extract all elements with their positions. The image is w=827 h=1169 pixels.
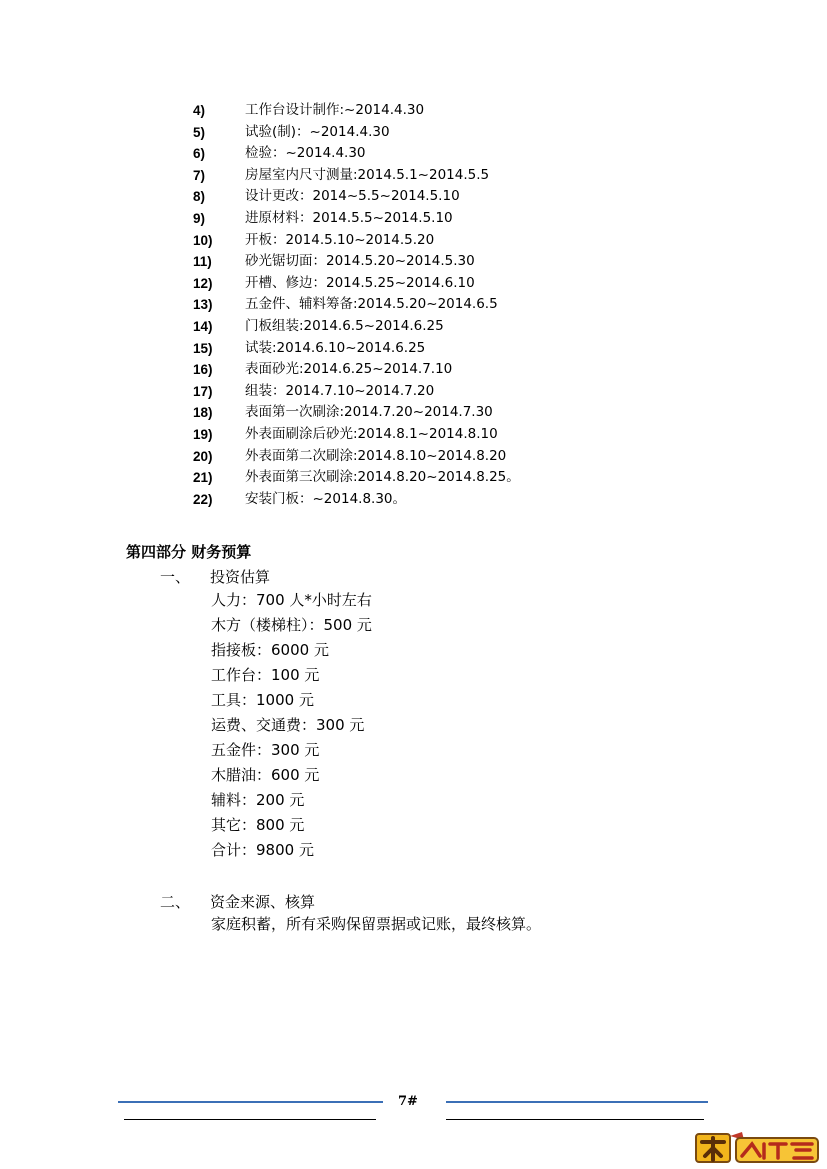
schedule-item-number: 17) — [193, 383, 213, 399]
budget-item: 合计：9800 元 — [211, 841, 314, 859]
schedule-item-number: 21) — [193, 470, 213, 486]
part1-mark: 一、 — [160, 568, 191, 586]
schedule-item-number: 10) — [193, 232, 213, 248]
schedule-item-text: 表面第一次刷涂:2014.7.20~2014.7.30 — [245, 404, 493, 421]
schedule-item-text: 设计更改：2014~5.5~2014.5.10 — [245, 188, 460, 205]
schedule-item-text: 房屋室内尺寸测量:2014.5.1~2014.5.5 — [245, 166, 490, 183]
schedule-item-text: 检验：~2014.4.30 — [245, 145, 366, 162]
budget-item: 辅料：200 元 — [211, 791, 305, 809]
footer-underline-right — [446, 1119, 704, 1120]
schedule-item-number: 19) — [193, 426, 213, 442]
part2-title: 资金来源、核算 — [210, 893, 316, 911]
woodworker-logo-icon — [694, 1128, 822, 1166]
budget-item: 工作台：100 元 — [211, 666, 320, 684]
schedule-item-text: 进原材料：2014.5.5~2014.5.10 — [245, 209, 453, 226]
schedule-item-number: 11) — [193, 254, 212, 270]
part2-mark: 二、 — [160, 893, 191, 911]
schedule-item — [193, 251, 520, 273]
schedule-item-text: 外表面第三次刷涂:2014.8.20~2014.8.25。 — [245, 469, 520, 486]
budget-item: 五金件：300 元 — [211, 741, 320, 759]
budget-item: 指接板：6000 元 — [211, 641, 329, 659]
footer-underline-left — [124, 1119, 376, 1120]
budget-item: 木方（楼梯柱）：500 元 — [211, 616, 372, 634]
section-title: 第四部分 财务预算 — [126, 543, 252, 561]
schedule-item-number: 20) — [193, 448, 213, 464]
schedule-item-number: 6) — [193, 146, 206, 162]
schedule-item — [193, 381, 520, 403]
budget-item: 其它：800 元 — [211, 816, 305, 834]
schedule-item-text: 五金件、辅料筹备:2014.5.20~2014.6.5 — [245, 296, 498, 313]
page-number: 7# — [398, 1094, 418, 1109]
budget-item: 工具：1000 元 — [211, 691, 314, 709]
footer-rule-right — [446, 1101, 708, 1103]
part1-heading — [160, 566, 270, 587]
part2-heading — [160, 891, 315, 912]
schedule-item-number: 22) — [193, 491, 213, 507]
schedule-item-text: 试装:2014.6.10~2014.6.25 — [245, 339, 426, 356]
schedule-item — [193, 100, 520, 122]
schedule-item — [193, 402, 520, 424]
schedule-item-number: 4) — [193, 103, 206, 118]
schedule-item — [193, 230, 520, 252]
schedule-item — [193, 359, 520, 381]
schedule-item-text: 安装门板：~2014.8.30。 — [245, 490, 407, 507]
budget-list — [211, 588, 372, 863]
schedule-item-text: 砂光锯切面：2014.5.20~2014.5.30 — [245, 253, 475, 270]
schedule-item — [193, 165, 520, 187]
schedule-item-number: 8) — [193, 189, 206, 205]
schedule-item-number: 16) — [193, 362, 213, 378]
schedule-item-number: 7) — [193, 167, 206, 183]
schedule-item — [193, 424, 520, 446]
footer-rule-left — [118, 1101, 383, 1103]
fund-text: 家庭积蓄，所有采购保留票据或记账，最终核算。 — [211, 915, 542, 933]
schedule-item-text: 开板：2014.5.10~2014.5.20 — [245, 231, 435, 248]
schedule-item — [193, 338, 520, 360]
schedule-item-text: 外表面第二次刷涂:2014.8.10~2014.8.20 — [245, 447, 507, 464]
schedule-item-text: 表面砂光:2014.6.25~2014.7.10 — [245, 361, 453, 378]
schedule-item — [193, 186, 520, 208]
schedule-item-number: 13) — [193, 297, 213, 313]
schedule-list — [193, 100, 520, 510]
schedule-item — [193, 273, 520, 295]
schedule-item-number: 5) — [193, 124, 206, 140]
schedule-item — [193, 143, 520, 165]
schedule-item — [193, 467, 520, 489]
schedule-item-number: 12) — [193, 275, 213, 291]
budget-item: 运费、交通费：300 元 — [211, 716, 365, 734]
schedule-item — [193, 208, 520, 230]
schedule-item-number: 15) — [193, 340, 213, 356]
schedule-item-number: 9) — [193, 210, 206, 226]
schedule-item — [193, 446, 520, 468]
schedule-item — [193, 122, 520, 144]
schedule-item-text: 工作台设计制作:~2014.4.30 — [245, 102, 425, 118]
schedule-item — [193, 294, 520, 316]
schedule-item-text: 组装：2014.7.10~2014.7.20 — [245, 382, 435, 399]
schedule-item — [193, 316, 520, 338]
schedule-item-text: 门板组装:2014.6.5~2014.6.25 — [245, 317, 444, 334]
schedule-item-number: 14) — [193, 318, 213, 334]
part1-title: 投资估算 — [210, 568, 271, 586]
schedule-item-text: 外表面刷涂后砂光:2014.8.1~2014.8.10 — [245, 425, 498, 442]
schedule-item-number: 18) — [193, 405, 213, 421]
budget-item: 木腊油：600 元 — [211, 766, 320, 784]
schedule-item-text: 开槽、修边：2014.5.25~2014.6.10 — [245, 274, 475, 291]
schedule-item — [193, 489, 520, 511]
schedule-item-text: 试验(制)：~2014.4.30 — [245, 123, 390, 140]
budget-item: 人力：700 人*小时左右 — [211, 591, 372, 609]
